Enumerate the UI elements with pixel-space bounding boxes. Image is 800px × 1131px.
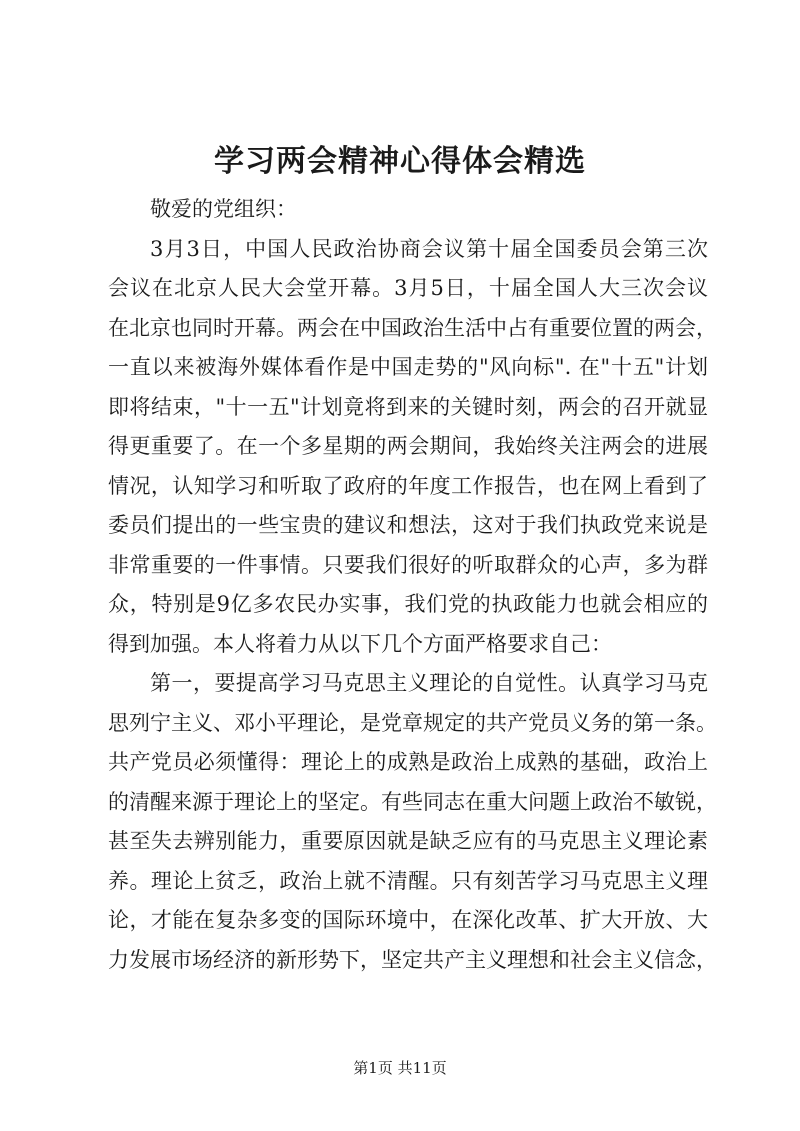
body-line: 委员们提出的一些宝贵的建议和想法，这对于我们执政党来说是 [108,513,708,537]
body-line: 得到加强。本人将着力从以下几个方面严格要求自己： [108,632,612,656]
document-title: 学习两会精神心得体会精选 [214,144,586,179]
body-line: 会议在北京人民大会堂开幕。3月5日，十届全国人大三次会议 [108,276,708,300]
body-line: 在北京也同时开幕。两会在中国政治生活中占有重要位置的两会， [108,316,717,340]
body-line: 养。理论上贫乏，政治上就不清醒。只有刻苦学习马克思主义理 [108,869,708,893]
body-line: 思列宁主义、邓小平理论，是党章规定的共产党员义务的第一条。 [108,711,717,735]
body-line: 情况，认知学习和听取了政府的年度工作报告，也在网上看到了 [108,474,708,498]
body-line: 3月3日，中国人民政治协商会议第十届全国委员会第三次 [150,237,708,261]
body-line: 即将结束，"十一五"计划竟将到来的关键时刻，两会的召开就显 [108,395,708,419]
body-line: 论，才能在复杂多变的国际环境中，在深化改革、扩大开放、大 [108,908,708,932]
body-line: 众，特别是9亿多农民办实事，我们党的执政能力也就会相应的 [108,592,708,616]
salutation: 敬爱的党组织： [150,197,297,221]
page-number: 第1页 共11页 [353,1059,447,1077]
body-line: 非常重要的一件事情。只要我们很好的听取群众的心声，多为群 [108,553,708,577]
body-line: 第一，要提高学习马克思主义理论的自觉性。认真学习马克 [150,671,708,695]
body-line: 共产党员必须懂得：理论上的成熟是政治上成熟的基础，政治上 [108,750,708,774]
body-line: 一直以来被海外媒体看作是中国走势的"风向标". 在"十五"计划 [108,355,708,379]
body-line: 的清醒来源于理论上的坚定。有些同志在重大问题上政治不敏锐， [108,790,717,814]
body-line: 甚至失去辨别能力，重要原因就是缺乏应有的马克思主义理论素 [108,829,708,853]
body-line: 得更重要了。在一个多星期的两会期间，我始终关注两会的进展 [108,434,708,458]
body-line: 力发展市场经济的新形势下，坚定共产主义理想和社会主义信念， [108,948,717,972]
